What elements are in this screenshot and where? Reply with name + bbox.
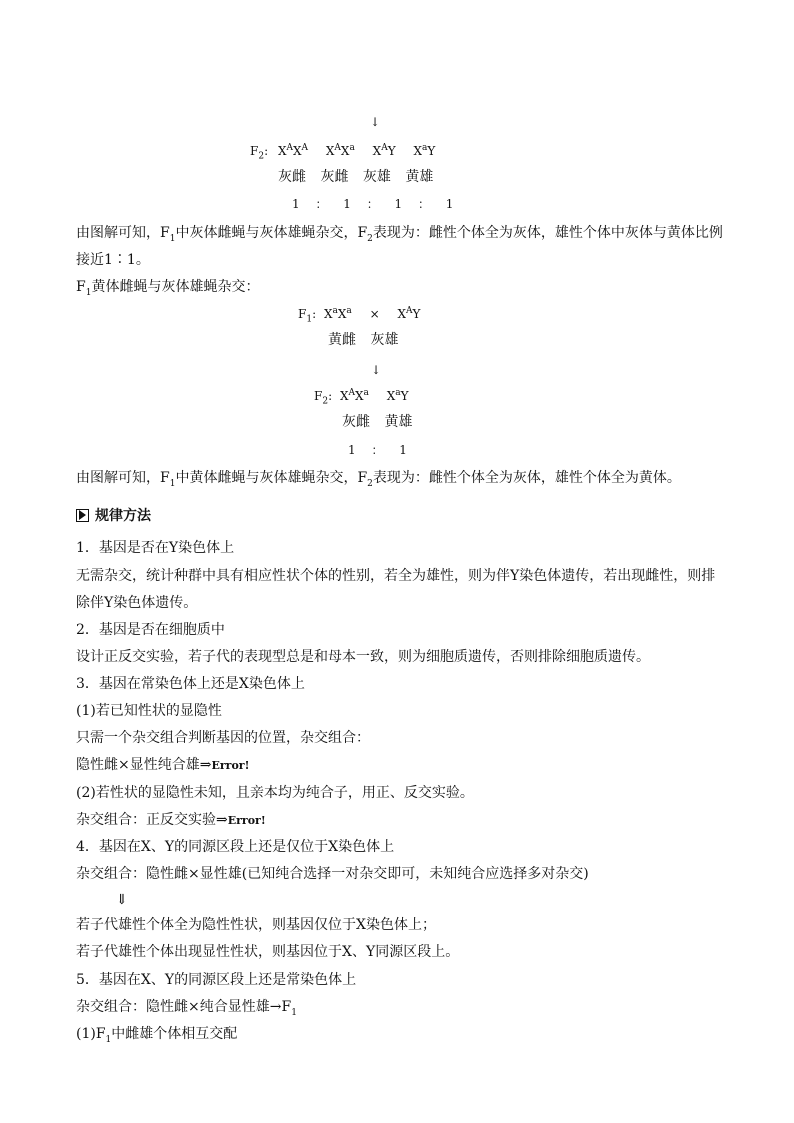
cross1-arrow: ↓: [370, 115, 381, 129]
rule-4-cross: 杂交组合：隐性雌×显性雄(已知纯合选择一对杂交即可，未知纯合应选择多对杂交): [76, 866, 589, 882]
rule-5-sub-1: $(1)F_1$中雌雄个体相互交配: [76, 1026, 238, 1045]
cross-symbol: ×: [369, 307, 380, 321]
para3: 由图解可知，$F_1$中黄体雌蝇与灰体雄蝇杂交，$F_2$表现为：雌性个体全为灰体，雄性个体全为黄体。: [76, 470, 681, 489]
parent-male-genotype: $X^AY$: [397, 306, 421, 321]
cross2-arrow: ↓: [371, 363, 382, 377]
rule-3-sub-1-text: 只需一个杂交组合判断基因的位置，杂交组合：: [76, 730, 370, 746]
parent-female-genotype: $X^aX^a$: [323, 306, 352, 321]
rule-3-sub-1: (1)若已知性状的显隐性: [76, 703, 222, 719]
genotype-4: $X^aY$: [413, 143, 436, 158]
cross2-f1-row: [298, 306, 421, 325]
rule-heading-3: 3．基因在常染色体上还是X染色体上: [76, 676, 305, 692]
para1-line1: 由图解可知，$F_1$中灰体雌蝇与灰体雄蝇杂交，$F_2$表现为：雌性个体全为灰体，雄性个体中灰体与黄体比例: [76, 225, 723, 244]
phenotype-4: 黄雄: [405, 169, 434, 185]
phenotype-2: 灰雌: [320, 169, 349, 185]
parent-phenotype-2: 灰雄: [370, 332, 399, 348]
cross1-f2-row: [250, 143, 436, 162]
rule-2-text: 设计正反交实验，若子代的表现型总是和母本一致，则为细胞质遗传，否则排除细胞质遗传。: [76, 649, 650, 665]
cross1-ratio: 1 ： 1 ： 1 ： 1: [292, 197, 454, 211]
child-female-genotype: $X^AX^a$: [339, 388, 369, 403]
rule-3-sub-2-cross: 杂交组合：正反交实验⇒Error!: [76, 812, 266, 828]
para2: $F_1$黄体雌蝇与灰体雄蝇杂交：: [76, 279, 260, 298]
cross2-parent-phenotypes: [328, 330, 398, 350]
f2-label: $F_2$:: [314, 389, 333, 407]
cross1-phenotypes: [278, 167, 433, 187]
cross2-child-phenotypes: [342, 412, 412, 432]
rule-3-sub-2: (2)若性状的显隐性未知，且亲本均为纯合子，用正、反交实验。: [76, 785, 474, 801]
child-phenotype-1: 灰雌: [342, 414, 370, 430]
rule-4-result-a: 若子代雄性个体全为隐性性状，则基因仅位于X染色体上；: [76, 917, 436, 933]
section-title: 规律方法: [95, 508, 151, 524]
cross2-ratio: 1 ： 1: [348, 443, 407, 457]
f1-label: $F_1$:: [298, 307, 317, 325]
child-phenotype-2: 黄雄: [384, 414, 413, 430]
rule-4-arrow: ⇓: [116, 892, 128, 908]
rule-1-line-a: 无需杂交，统计种群中具有相应性状个体的性别，若全为雄性，则为伴Y染色体遗传，若出现雌性，则排: [76, 568, 716, 584]
rule-heading-5: 5．基因在X、Y的同源区段上还是常染色体上: [76, 972, 357, 988]
error-text: Error!: [211, 759, 250, 772]
para1-line2: 接近1∶1。: [76, 252, 150, 268]
parent-phenotype-1: 黄雌: [328, 332, 356, 348]
cross2-f2-row: [314, 388, 409, 407]
error-text: Error!: [227, 814, 266, 827]
rule-4-result-b: 若子代雄性个体出现显性性状，则基因位于X、Y同源区段上。: [76, 944, 460, 960]
rule-heading-1: 1．基因是否在Y染色体上: [76, 540, 235, 556]
rule-5-cross: 杂交组合：隐性雌×纯合显性雄$\to F_1$: [76, 999, 297, 1018]
f2-label: $F_2$:: [250, 144, 269, 162]
child-male-genotype: $X^aY$: [386, 388, 409, 403]
phenotype-1: 灰雌: [278, 169, 306, 185]
rule-heading-2: 2．基因是否在细胞质中: [76, 622, 225, 638]
rule-1-line-b: 除伴Y染色体遗传。: [76, 595, 198, 611]
rule-3-sub-1-cross: 隐性雌×显性纯合雄⇒Error!: [76, 757, 250, 773]
phenotype-3: 灰雄: [362, 169, 391, 185]
genotype-2: $X^AX^a$: [325, 143, 355, 158]
rule-heading-4: 4．基因在X、Y的同源区段上还是仅位于X染色体上: [76, 839, 395, 855]
genotype-3: $X^AY$: [372, 143, 396, 158]
genotype-1: $X^AX^A$: [277, 143, 309, 158]
section-heading: [76, 505, 151, 525]
play-icon: [76, 509, 89, 522]
